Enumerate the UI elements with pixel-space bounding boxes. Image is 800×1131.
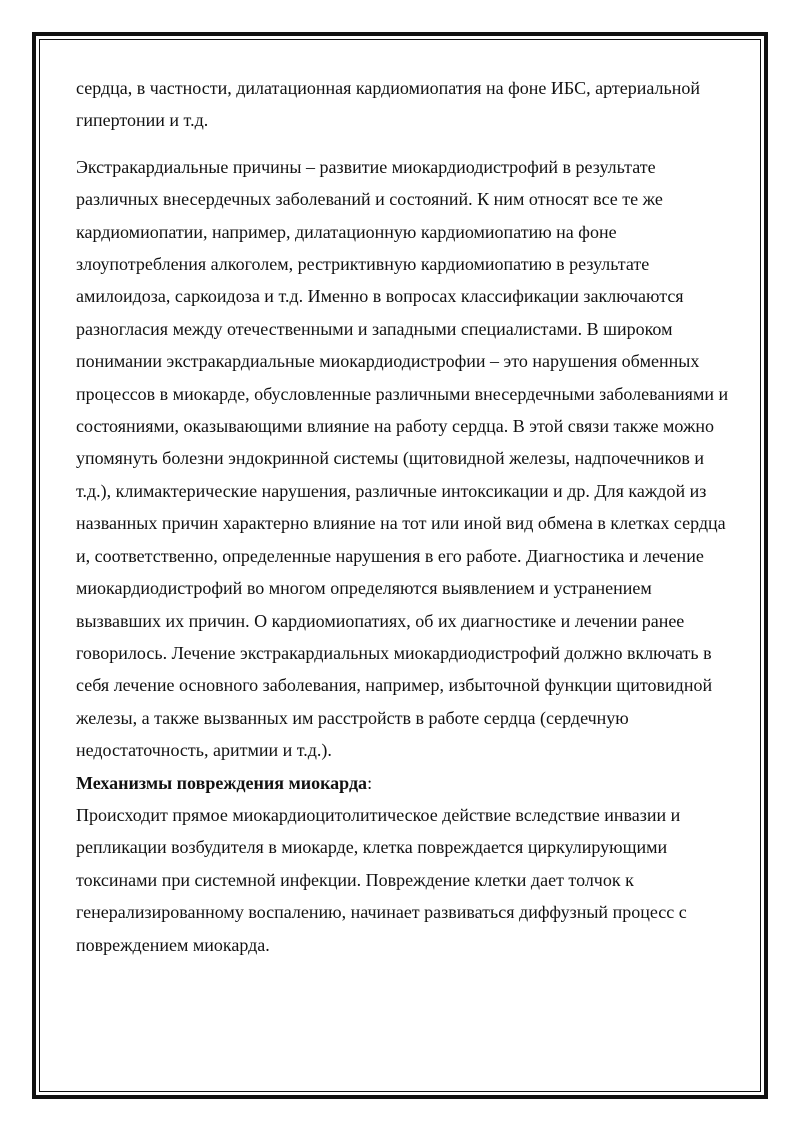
paragraph-damage-mechanisms: Происходит прямое миокардиоцитолитическое действие вследствие инвазии и репликации возбудителя в миокарде, клетка повреждается циркулирующими токсинами при системной инфекции. Повреждение клетки дает толчок к генерализированному воспалению, начинает развиваться диффузный процесс с повреждением миокарда. [76, 804, 687, 955]
document-body [76, 72, 736, 961]
section-heading [76, 767, 736, 799]
section-heading-colon: : [367, 772, 373, 793]
section-heading-text: Механизмы повреждения миокарда [76, 772, 368, 793]
paragraph-extracardiac-causes: Экстракардиальные причины – развитие миокардиодистрофий в результате различных внесердечных заболеваний и состояний. К ним относят все те же кардиомиопатии, например, дилатационную кардиомиопатию на фоне злоупотребления алкоголем, рестриктивную кардиомиопатию в результате амилоидоза, саркоидоза и т.д. Именно в вопросах классификации заключаются разногласия между отечественными и западными специалистами. В широком понимании экстракардиальные миокардиодистрофии – это нарушения обменных процессов в миокарде, обусловленные различными внесердечными заболеваниями и состояниями, оказывающими влияние на работу сердца. В этой связи также можно упомянуть болезни эндокринной системы (щитовидной железы, надпочечников и т.д.), климактерические нарушения, различные интоксикации и др. Для каждой из названных причин характерно влияние на тот или иной вид обмена в клетках сердца и, соответственно, определенные нарушения в его работе. Диагностика и лечение миокардиодистрофий во многом определяются выявлением и устранением вызвавших их причин. О кардиомиопатиях, об их диагностике и лечении ранее говорилось. Лечение экстракардиальных миокардиодистрофий должно включать в себя лечение основного заболевания, например, избыточной функции щитовидной железы, а также вызванных им расстройств в работе сердца (сердечную недостаточность, аритмии и т.д.). [76, 156, 729, 761]
paragraph-continuation: сердца, в частности, дилатационная кардиомиопатия на фоне ИБС, артериальной гипертонии и т.д. [76, 78, 700, 131]
